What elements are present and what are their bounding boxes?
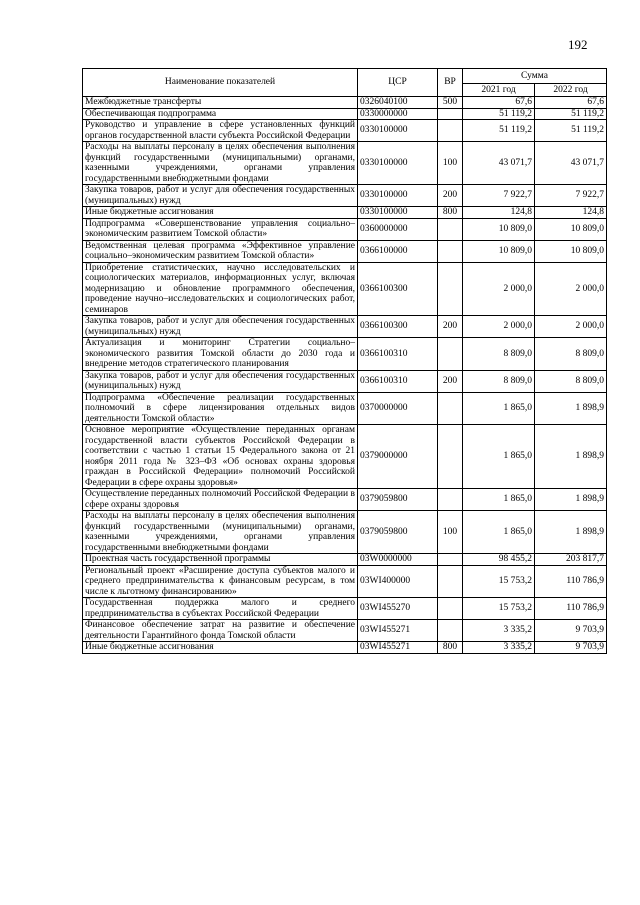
- row-name: Подпрограмма «Совершенствование управления социально–экономическим развитием Томской области»: [83, 218, 358, 240]
- row-sum-2022: 67,6: [535, 97, 607, 109]
- row-name: Обеспечивающая подпрограмма: [83, 108, 358, 120]
- row-vr: 800: [438, 642, 463, 654]
- row-sum-2022: 10 809,0: [535, 240, 607, 262]
- row-name: Расходы на выплаты персоналу в целях обеспечения выполнения функций государственными (муниципальными) органами, казенными учреждениями, органами управления государственными внебюджетными фондами: [83, 142, 358, 185]
- row-csr: 03W0000000: [358, 554, 438, 566]
- row-vr: [438, 489, 463, 511]
- row-name: Актуализация и мониторинг Стратегии социально–экономического развития Томской области до 2030 года и внедрение методов стратегического планирования: [83, 338, 358, 371]
- row-sum-2022: 9 703,9: [535, 620, 607, 642]
- row-csr: 0366100300: [358, 262, 438, 316]
- table-row: [83, 598, 607, 620]
- row-sum-2022: 1 898,9: [535, 511, 607, 554]
- row-sum-2022: 9 703,9: [535, 642, 607, 654]
- row-sum-2021: 124,8: [463, 207, 535, 219]
- row-csr: 03WI455271: [358, 642, 438, 654]
- row-vr: 500: [438, 97, 463, 109]
- row-sum-2022: 8 809,0: [535, 370, 607, 392]
- table-row: [83, 185, 607, 207]
- row-sum-2021: 1 865,0: [463, 511, 535, 554]
- table-row: [83, 511, 607, 554]
- row-csr: 0366100300: [358, 316, 438, 338]
- row-sum-2021: 2 000,0: [463, 316, 535, 338]
- table-row: [83, 392, 607, 425]
- row-vr: 100: [438, 511, 463, 554]
- row-vr: [438, 240, 463, 262]
- row-name: Проектная часть государственной программы: [83, 554, 358, 566]
- row-name: Финансовое обеспечение затрат на развитие и обеспечение деятельности Гарантийного фонда Томской области: [83, 620, 358, 642]
- row-vr: [438, 554, 463, 566]
- row-sum-2022: 1 898,9: [535, 489, 607, 511]
- table-row: [83, 142, 607, 185]
- row-name: Подпрограмма «Обеспечение реализации государственных полномочий в сфере лицензирования отдельных видов деятельности Томской области»: [83, 392, 358, 425]
- table-row: [83, 565, 607, 598]
- row-name: Основное мероприятие «Осуществление переданных органам государственной власти субъектов Российской Федерации в соответствии с частью 1 статьи 15 Федерального закона от 21 ноября 2011 года № 323–ФЗ «Об основах охраны здоровья граждан в Российской Федерации» полномочий Российской Федерации в сфере охраны здоровья»: [83, 425, 358, 489]
- row-sum-2022: 110 786,9: [535, 565, 607, 598]
- row-sum-2021: 8 809,0: [463, 370, 535, 392]
- row-name: Руководство и управление в сфере установленных функций органов государственной власти субъекта Российской Федерации: [83, 120, 358, 142]
- row-sum-2021: 7 922,7: [463, 185, 535, 207]
- row-sum-2021: 10 809,0: [463, 240, 535, 262]
- row-csr: 03WI400000: [358, 565, 438, 598]
- table-row: [83, 425, 607, 489]
- row-sum-2021: 3 335,2: [463, 620, 535, 642]
- row-vr: 200: [438, 185, 463, 207]
- row-csr: 0330100000: [358, 120, 438, 142]
- header-name: Наименование показателей: [83, 69, 358, 97]
- row-sum-2022: 2 000,0: [535, 316, 607, 338]
- row-sum-2021: 8 809,0: [463, 338, 535, 371]
- row-name: Иные бюджетные ассигнования: [83, 642, 358, 654]
- row-vr: [438, 598, 463, 620]
- table-row: [83, 642, 607, 654]
- row-vr: [438, 108, 463, 120]
- budget-table: [82, 68, 607, 654]
- row-vr: [438, 425, 463, 489]
- row-sum-2021: 1 865,0: [463, 489, 535, 511]
- page-number: 192: [568, 37, 588, 52]
- row-sum-2022: 1 898,9: [535, 392, 607, 425]
- row-sum-2021: 51 119,2: [463, 108, 535, 120]
- row-name: Государственная поддержка малого и среднего предпринимательства в субъектах Российской Федерации: [83, 598, 358, 620]
- row-sum-2022: 8 809,0: [535, 338, 607, 371]
- row-sum-2021: 10 809,0: [463, 218, 535, 240]
- row-csr: 0366100000: [358, 240, 438, 262]
- row-vr: 200: [438, 370, 463, 392]
- row-csr: 0326040100: [358, 97, 438, 109]
- row-csr: 03WI455270: [358, 598, 438, 620]
- row-vr: [438, 392, 463, 425]
- row-vr: [438, 218, 463, 240]
- row-vr: 200: [438, 316, 463, 338]
- header-year-2021: 2021 год: [463, 84, 535, 97]
- row-csr: 03WI455271: [358, 620, 438, 642]
- row-sum-2022: 1 898,9: [535, 425, 607, 489]
- row-sum-2021: 51 119,2: [463, 120, 535, 142]
- row-name: Закупка товаров, работ и услуг для обеспечения государственных (муниципальных) нужд: [83, 316, 358, 338]
- row-name: Ведомственная целевая программа «Эффективное управление социально–экономическим развитием Томской области»: [83, 240, 358, 262]
- row-vr: [438, 338, 463, 371]
- row-sum-2021: 15 753,2: [463, 598, 535, 620]
- table-row: [83, 240, 607, 262]
- table-row: [83, 108, 607, 120]
- row-vr: [438, 620, 463, 642]
- row-sum-2022: 203 817,7: [535, 554, 607, 566]
- row-sum-2022: 51 119,2: [535, 108, 607, 120]
- row-csr: 0330000000: [358, 108, 438, 120]
- header-year-2022: 2022 год: [535, 84, 607, 97]
- header-vr: ВР: [438, 69, 463, 97]
- row-csr: 0379000000: [358, 425, 438, 489]
- row-sum-2021: 2 000,0: [463, 262, 535, 316]
- row-csr: 0330100000: [358, 207, 438, 219]
- row-csr: 0360000000: [358, 218, 438, 240]
- row-name: Иные бюджетные ассигнования: [83, 207, 358, 219]
- row-sum-2022: 7 922,7: [535, 185, 607, 207]
- row-name: Приобретение статистических, научно исследовательских и социологических материалов, информационных услуг, включая модернизацию и обновление программного обеспечения, проведение научно–исследовательских и социологических работ, семинаров: [83, 262, 358, 316]
- row-name: Межбюджетные трансферты: [83, 97, 358, 109]
- table-row: [83, 262, 607, 316]
- row-name: Закупка товаров, работ и услуг для обеспечения государственных (муниципальных) нужд: [83, 185, 358, 207]
- row-sum-2021: 43 071,7: [463, 142, 535, 185]
- row-vr: 800: [438, 207, 463, 219]
- row-sum-2021: 15 753,2: [463, 565, 535, 598]
- table-row: [83, 207, 607, 219]
- table-row: [83, 338, 607, 371]
- table-body: [83, 97, 607, 654]
- table-row: [83, 218, 607, 240]
- row-csr: 0330100000: [358, 185, 438, 207]
- table-row: [83, 370, 607, 392]
- row-sum-2022: 124,8: [535, 207, 607, 219]
- row-sum-2022: 10 809,0: [535, 218, 607, 240]
- header-csr: ЦСР: [358, 69, 438, 97]
- row-sum-2022: 43 071,7: [535, 142, 607, 185]
- table-row: [83, 620, 607, 642]
- row-csr: 0330100000: [358, 142, 438, 185]
- row-vr: [438, 120, 463, 142]
- table-row: [83, 489, 607, 511]
- table-row: [83, 120, 607, 142]
- row-csr: 0366100310: [358, 370, 438, 392]
- row-vr: [438, 262, 463, 316]
- row-sum-2021: 1 865,0: [463, 392, 535, 425]
- row-name: Региональный проект «Расширение доступа субъектов малого и среднего предпринимательства к финансовым ресурсам, в том числе к льготному финансированию»: [83, 565, 358, 598]
- row-csr: 0379059800: [358, 511, 438, 554]
- row-name: Расходы на выплаты персоналу в целях обеспечения выполнения функций государственными (муниципальными) органами, казенными учреждениями, органами управления государственными внебюджетными фондами: [83, 511, 358, 554]
- row-csr: 0370000000: [358, 392, 438, 425]
- row-sum-2022: 110 786,9: [535, 598, 607, 620]
- table-row: [83, 97, 607, 109]
- row-sum-2021: 98 455,2: [463, 554, 535, 566]
- table-row: [83, 554, 607, 566]
- row-csr: 0366100310: [358, 338, 438, 371]
- row-vr: 100: [438, 142, 463, 185]
- row-sum-2022: 51 119,2: [535, 120, 607, 142]
- row-name: Осуществление переданных полномочий Российской Федерации в сфере охраны здоровья: [83, 489, 358, 511]
- row-name: Закупка товаров, работ и услуг для обеспечения государственных (муниципальных) нужд: [83, 370, 358, 392]
- row-sum-2021: 3 335,2: [463, 642, 535, 654]
- row-sum-2021: 67,6: [463, 97, 535, 109]
- row-csr: 0379059800: [358, 489, 438, 511]
- header-sum: Сумма: [463, 69, 607, 84]
- table-row: [83, 316, 607, 338]
- row-sum-2021: 1 865,0: [463, 425, 535, 489]
- row-vr: [438, 565, 463, 598]
- row-sum-2022: 2 000,0: [535, 262, 607, 316]
